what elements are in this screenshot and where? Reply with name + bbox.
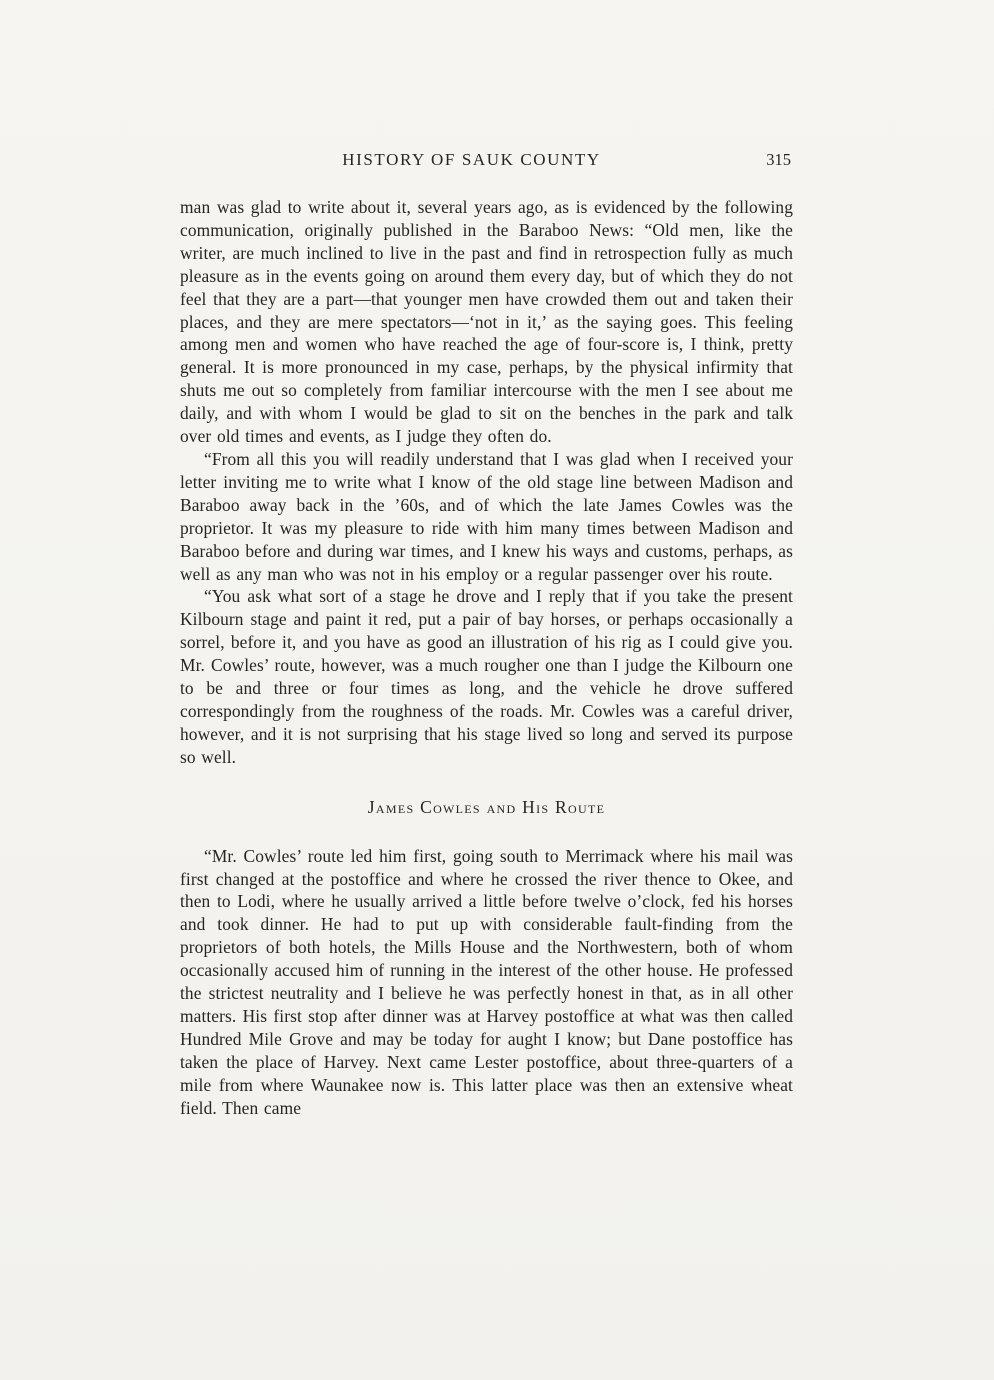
text-block: [180, 150, 793, 1120]
page-header: [180, 150, 793, 176]
section-heading: James Cowles and His Route: [367, 796, 606, 817]
paragraph-2: “From all this you will readily understand that I was glad when I received your letter inviting me to write what I know of the old stage line between Madison and Baraboo away back in the ’60s, and of which the late James Cowles was the proprietor. It was my pleasure to ride with him many times between Madison and Baraboo before and during war times, and I knew his ways and customs, perhaps, as well as any man who was not in his employ or a regular passenger over his route.: [180, 448, 793, 584]
running-title: HISTORY OF SAUK COUNTY: [342, 150, 601, 169]
paragraph-1: man was glad to write about it, several years ago, as is evidenced by the following communication, originally published in the Baraboo News: “Old men, like the writer, are much inclined to live in the past and find in retrospection fully as much pleasure as in the events going on around them every day, but of which they do not feel that they are a part—that younger men have crowded them out and taken their places, and they are mere spectators—‘not in it,’ as the saying goes. This feeling among men and women who have reached the age of four-score is, I think, pretty general. It is more pronounced in my case, perhaps, by the physical infirmity that shuts me out so completely from familiar intercourse with the men I see about me daily, and with whom I would be glad to sit on the benches in the park and talk over old times and events, as I judge they often do.: [180, 197, 793, 447]
paragraph-4: “Mr. Cowles’ route led him first, going south to Merrimack where his mail was first changed at the postoffice and where he crossed the river thence to Okee, and then to Lodi, where he usually arrived a little before twelve o’clock, fed his horses and took dinner. He had to put up with considerable fault-finding from the proprietors of both hotels, the Mills House and the Northwestern, both of whom occasionally accused him of running in the interest of the other house. He professed the strictest neutrality and I believe he was perfectly honest in that, as in all other matters. His first stop after dinner was at Harvey postoffice at what was then called Hundred Mile Grove and may be today for aught I know; but Dane postoffice has taken the place of Harvey. Next came Lester postoffice, about three-quarters of a mile from where Waunakee now is. This latter place was then an extensive wheat field. Then came: [180, 845, 793, 1118]
paragraph-3: “You ask what sort of a stage he drove and I reply that if you take the present Kilbourn stage and paint it red, put a pair of bay horses, or perhaps occasionally a sorrel, before it, and you have as good an illustration of his rig as I could give you. Mr. Cowles’ route, however, was a much rougher one than I judge the Kilbourn one to be and three or four times as long, and the vehicle he drove suffered correspondingly from the roughness of the roads. Mr. Cowles was a careful driver, however, and it is not surprising that his stage lived so long and served its purpose so well.: [180, 586, 793, 767]
page-number: 315: [766, 150, 791, 169]
